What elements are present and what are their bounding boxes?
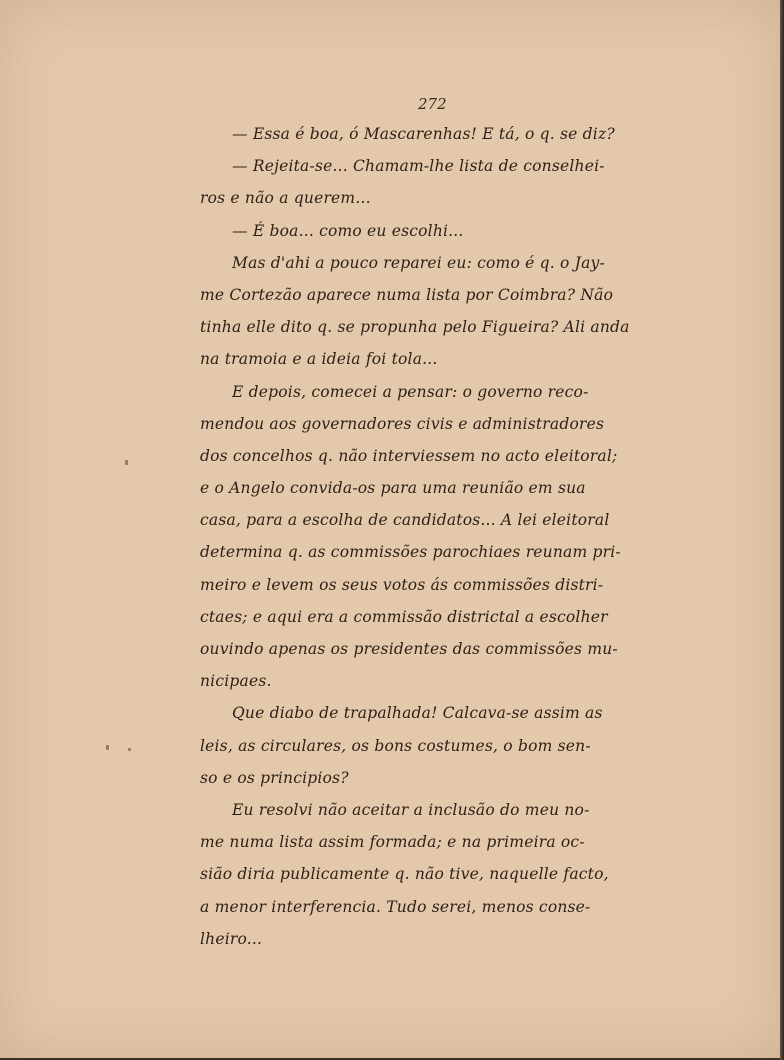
page-number: 272	[418, 95, 447, 113]
text-line: Que diabo de trapalhada! Calcava-se assim as	[232, 704, 603, 723]
paper-speck	[128, 748, 131, 751]
text-line: casa, para a escolha de candidatos... A lei eleitoral	[200, 511, 610, 530]
text-line: — É boa... como eu escolhi...	[232, 221, 464, 240]
text-line: ouvindo apenas os presidentes das commissões mu-	[200, 640, 618, 658]
page-edge	[780, 0, 784, 1060]
text-line: determina q. as commissões parochiaes reunam pri-	[200, 543, 621, 562]
text-line: a menor interferencia. Tudo serei, menos conse-	[200, 897, 591, 916]
text-line: nicipaes.	[200, 672, 272, 691]
text-line: me Cortezão aparece numa lista por Coimbra? Não	[200, 285, 614, 304]
handwritten-text	[200, 118, 692, 955]
text-line: Mas d'ahi a pouco reparei eu: como é q. o Jay-	[232, 253, 605, 272]
text-line: ros e não a querem...	[200, 189, 371, 208]
text-line: meiro e levem os seus votos ás commissões distri-	[200, 575, 604, 594]
text-line: e o Angelo convida-os para uma reunião em sua	[200, 479, 586, 498]
text-line: me numa lista assim formada; e na primeira oc-	[200, 833, 585, 852]
text-line: dos concelhos q. não interviessem no acto eleitoral;	[200, 446, 618, 465]
text-line: mendou aos governadores civis e administradores	[200, 414, 605, 433]
text-line: — Rejeita-se... Chamam-lhe lista de conselhei-	[232, 157, 605, 176]
paper-speck	[125, 460, 128, 465]
text-line: — Essa é boa, ó Mascarenhas! E tá, o q. se diz?	[232, 125, 615, 143]
text-line: lheiro...	[200, 929, 263, 948]
text-line: tinha elle dito q. se propunha pelo Figueira? Ali anda	[200, 318, 630, 337]
text-line: na tramoia e a ideia foi tola...	[200, 350, 438, 369]
text-line: Eu resolvi não aceitar a inclusão do meu no-	[232, 800, 590, 819]
paper-speck	[106, 745, 109, 750]
text-line: leis, as circulares, os bons costumes, o bom sen-	[200, 736, 591, 755]
text-line: ctaes; e aqui era a commissão districtal a escolher	[200, 607, 608, 626]
text-line: so e os principios?	[200, 768, 349, 787]
text-line: sião diria publicamente q. não tive, naquelle facto,	[200, 865, 609, 884]
text-line: E depois, comecei a pensar: o governo reco-	[232, 382, 589, 401]
